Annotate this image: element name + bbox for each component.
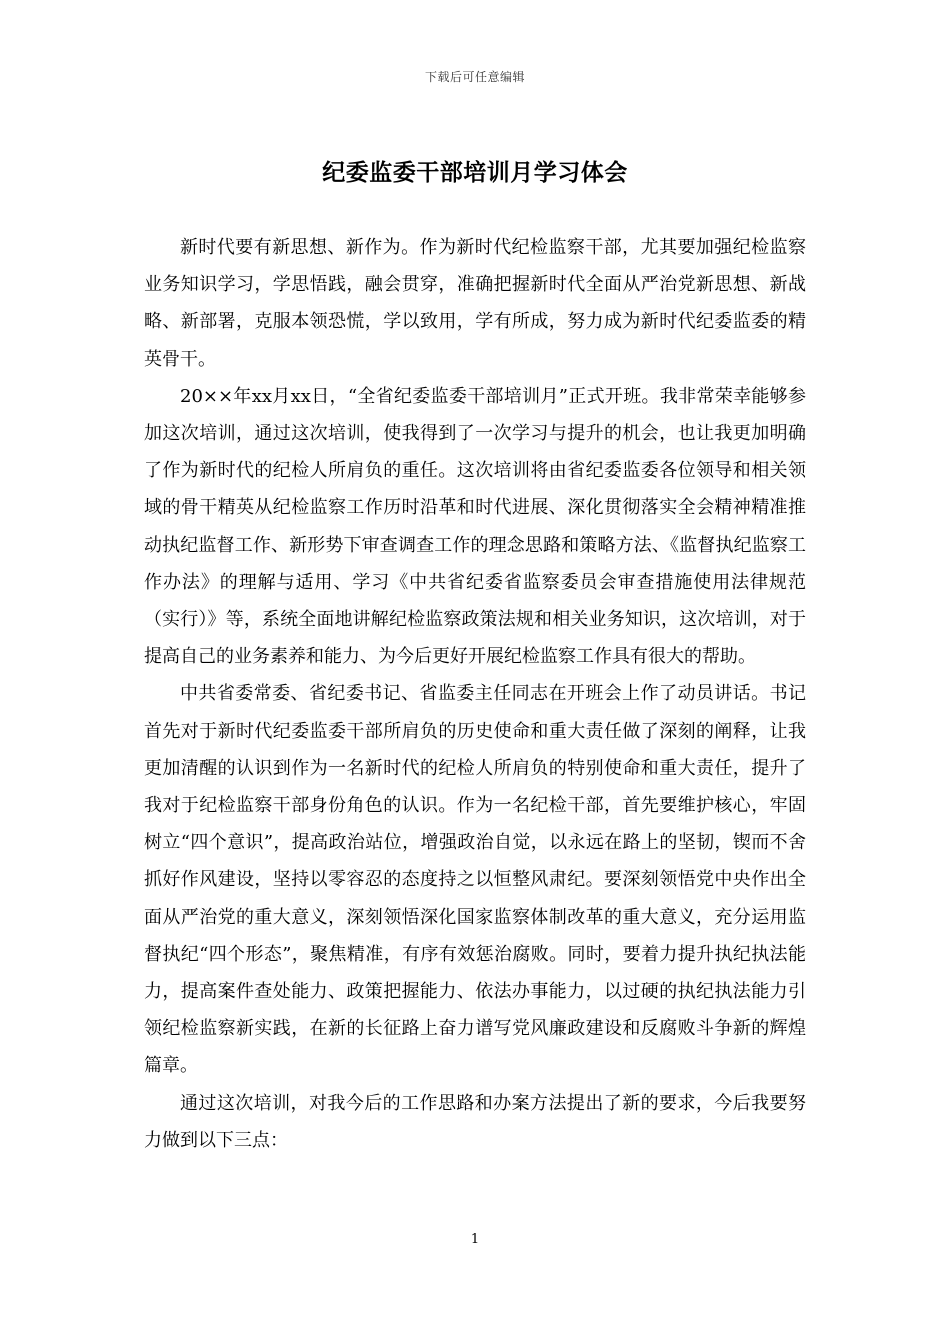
- page-number: 1: [470, 1232, 480, 1247]
- document-title: 纪委监委干部培训月学习体会: [322, 160, 628, 186]
- paragraph-3: 中共省委常委、省纪委书记、省监委主任同志在开班会上作了动员讲话。书记首先对于新时代纪委监委干部所肩负的历史使命和重大责任做了深刻的阐释，让我更加清醒的认识到作为一名新时代的纪检人所肩负的特别使命和重大责任，提升了我对于纪检监察干部身份角色的认识。作为一名纪检干部，首先要维护核心，牢固树立“四个意识”，提高政治站位，增强政治自觉，以永远在路上的坚韧，锲而不舍抓好作风建设，坚持以零容忍的态度持之以恒整风肃纪。要深刻领悟党中央作出全面从严治党的重大意义，深刻领悟深化国家监察体制改革的重大意义，充分运用监督执纪“四个形态”，聚焦精准，有序有效惩治腐败。同时，要着力提升执纪执法能力，提高案件查处能力、政策把握能力、依法办事能力，以过硬的执纪执法能力引领纪检监察新实践，在新的长征路上奋力谱写党风廉政建设和反腐败斗争新的辉煌篇章。: [144, 683, 806, 1077]
- document-body: [144, 229, 806, 1159]
- paragraph-2: 20××年xx月xx日，“全省纪委监委干部培训月”正式开班。我非常荣幸能够参加这次培训，通过这次培训，使我得到了一次学习与提升的机会，也让我更加明确了作为新时代的纪检人所肩负的重任。这次培训将由省纪委监委各位领导和相关领域的骨干精英从纪检监察工作历时沿革和时代进展、深化贯彻落实全会精神精准推动执纪监督工作、新形势下审查调查工作的理念思路和策略方法、《监督执纪监察工作办法》的理解与适用、学习《中共省纪委省监察委员会审查措施使用法律规范（实行）》等，系统全面地讲解纪检监察政策法规和相关业务知识，这次培训，对于提高自己的业务素养和能力、为今后更好开展纪检监察工作具有很大的帮助。: [144, 385, 806, 668]
- paragraph-1: 新时代要有新思想、新作为。作为新时代纪检监察干部，尤其要加强纪检监察业务知识学习，学思悟践，融会贯穿，准确把握新时代全面从严治党新思想、新战略、新部署，克服本领恐慌，学以致用，学有所成，努力成为新时代纪委监委的精英骨干。: [144, 237, 806, 370]
- paragraph-4: 通过这次培训，对我今后的工作思路和办案方法提出了新的要求，今后我要努力做到以下三点：: [144, 1092, 806, 1151]
- header-note: 下载后可任意编辑: [424, 70, 525, 84]
